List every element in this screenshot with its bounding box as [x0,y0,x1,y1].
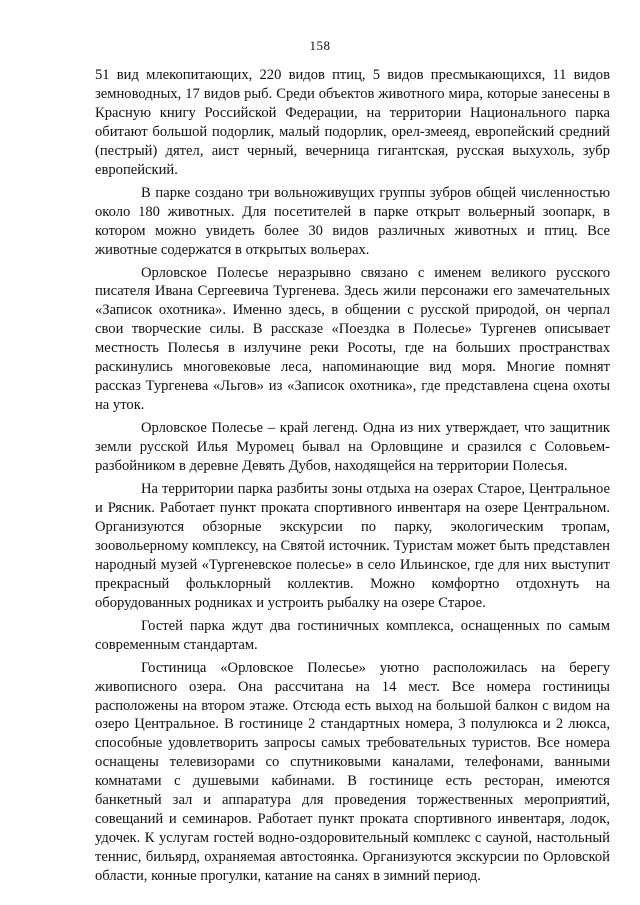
paragraph-turgenev: Орловское Полесье неразрывно связано с именем великого русского писателя Ивана Сергеевича Тургенева. Здесь жили персонажи его замечательных «Записок охотника». Именно здесь, в общении с русской природой, он черпал свои творческие силы. В рассказе «Поездка в Полесье» Тургенев описывает местность Полесья в излучине реки Росоты, где на больших пространствах раскинулись многовековые леса, напоминающие вид моря. Многие помнят рассказ Тургенева «Льгов» из «Записок охотника», где представлена сцена охоты на уток. [95,264,610,414]
paragraph-bison-groups: В парке создано три вольноживущих группы зубров общей численностью около 180 животных. Для посетителей в парке открыт вольерный зоопарк, в котором можно увидеть более 30 видов различных животных и птиц. Все животные содержатся в открытых вольерах. [95,184,610,258]
paragraph-recreation-zones: На территории парка разбиты зоны отдыха на озерах Старое, Центральное и Рясник. Работает пункт проката спортивного инвентаря на озере Центральном. Организуются обзорные экскурсии по парку, экологическим тропам, зоовольерному комплексу, на Святой источник. Туристам может быть представлен народный музей «Тургеневское полесье» в село Ильинское, где для них выступит прекрасный фольклорный коллектив. Можно комфортно отдохнуть на оборудованных родниках и устроить рыбалку на озере Старое. [95,481,610,611]
page-number: 158 [309,38,331,53]
paragraph-legends: Орловское Полесье – край легенд. Одна из них утверждает, что защитник земли русской Илья Муромец бывал на Орловщине и сразился с Соловьем-разбойником в деревне Девять Дубов, находящейся на территории Полесья. [95,420,610,475]
paragraph-fauna-species: 51 вид млекопитающих, 220 видов птиц, 5 видов пресмыкающихся, 11 видов земноводных, 17 видов рыб. Среди объектов животного мира, которые занесены в Красную книгу Российской Федерации, на территории Национального парка обитают большой подорлик, малый подорлик, орел-змееяд, европейский средний (пестрый) дятел, аист черный, вечерница гигантская, русская выхухоль, зубр европейский. [95,67,610,178]
paragraph-hotel-orlovskoe-polesie: Гостиница «Орловское Полесье» уютно расположилась на берегу живописного озера. Она рассчитана на 14 мест. Все номера гостиницы расположены на втором этаже. Отсюда есть выход на большой балкон с видом на озеро Центральное. В гостинице 2 стандартных номера, 3 полулюкса и 2 люкса, способные удовлетворить запросы самых требовательных туристов. Все номера оснащены телевизорами со спутниковыми каналами, телефонами, ванными комнатами с душевыми кабинами. В гостинице есть ресторан, имеются банкетный зал и аппаратура для проведения торжественных мероприятий, совещаний и семинаров. Работает пункт проката спортивного инвентаря, лодок, удочек. К услугам гостей водно-оздоровительный комплекс с сауной, настольный теннис, бильярд, охраняемая автостоянка. Организуются экскурсии по Орловской области, конные прогулки, катание на санях в зимний период. [95,659,610,885]
document-body [95,66,610,890]
paragraph-hotel-complexes: Гостей парка ждут два гостиничных комплекса, оснащенных по самым современным стандартам. [95,617,610,653]
